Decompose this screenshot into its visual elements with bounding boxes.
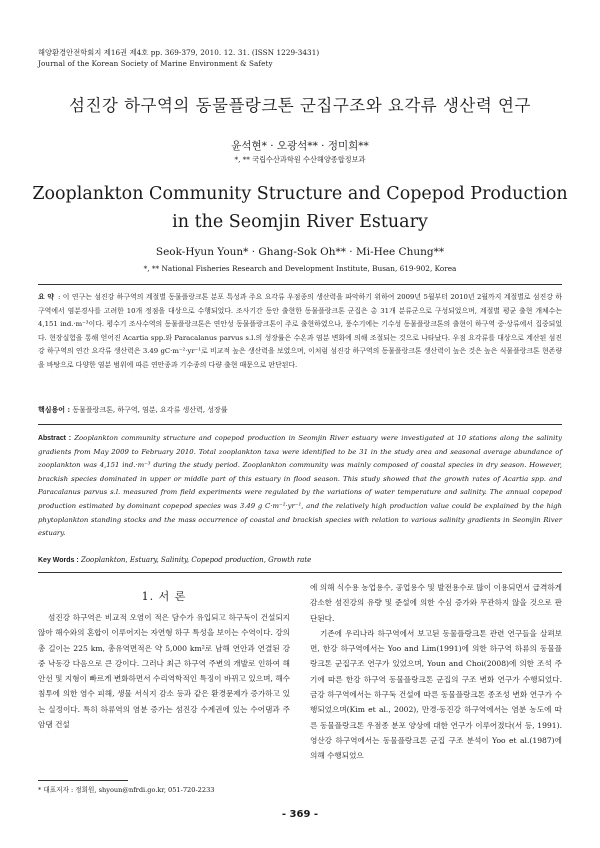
keywords-english [38,556,311,564]
abstract-korean: 요 약 : 이 연구는 섬진강 하구역의 계절별 동물플랑크톤 분포 특성과 주요 요각류 우점종의 생산력을 파악하기 위하여 2009년 5월부터 2010년 2월까지 계절별로 섬진강 하구역에서 염분경사를 고려한 10개 정점을 대상으로 수행되었다. 조사기간 동안 출현한 동물플랑크톤 군집은 총 31개 분류군으로 구성되었으며, 계절별 평균 출현 개체수는 4,151 ind.·m⁻³이다. 평수기 조사수역의 동물플랑크톤은 연안성 동물플랑크톤이 주로 출현하였으나, 풍수기에는 기수성 동물플랑크톤의 출현이 하구역 중·상류에서 집중되었다. 현장실험을 통해 얻어진 Acartia spp.와 Paracalanus parvus s.l.의 성장률은 수온과 염분 변화에 의해 조절되는 것으로 나타났다. 우점 요각류를 대상으로 계산된 섬진강 하구역의 연간 요각류 생산력은 3.49 gC·m⁻²·yr⁻¹로 비교적 높은 생산력을 보였으며, 이처럼 섬진강 하구역의 동물플랑크톤 생산력이 높은 것은 높은 식물플랑크톤 현존량을 바탕으로 다양한 염분 범위에 따른 연안종과 기수종의 다량 출현 때문으로 판단된다. [38,293,563,369]
title-english-line2: in the Seomjin River Estuary [172,212,428,232]
body-column-left [38,610,290,732]
corresponding-author-footnote: * 대표저자 : 정회원, shyoun@nfrdi.go.kr, 051-720-2233 [38,786,215,794]
keywords-korean [38,405,228,415]
title-english [0,180,600,236]
abstract-korean-text: 이 연구는 섬진강 하구역의 계절별 동물플랑크톤 분포 특성과 주요 요각류 우점종의 생산력을 파악하기 위하여 2009년 5월부터 2010년 2월까지 계절별로 섬진강 하구역에서 염분경사를 고려한 10개 정점을 대상으로 수행되었다. 조사기간 동안 출현한 동물플랑크톤 군집은 총 31개 분류군으로 구성되었으며, 계절별 평균 출현 개체수는 4,151 ind.·m⁻³이다. 평수기 조사수역의 동물플랑크톤은 연안성 동물플랑크톤이 주로 출현하였으나, 풍수기에는 기수성 동물플랑크톤의 출현이 하구역 중·상류에서 집중되었다. 현장실험을 통해 얻어진 Acartia spp.와 Paracalanus parvus s.l.의 성장률은 수온과 염분 변화에 의해 조절되는 것으로 나타났다. 우점 요각류를 대상으로 계산된 섬진강 하구역의 연간 요각류 생산력은 3.49 gC·m⁻²·yr⁻¹로 비교적 높은 생산력을 보였으며, 이처럼 섬진강 하구역의 동물플랑크톤 생산력이 높은 것은 높은 식물플랑크톤 현존량을 바탕으로 다양한 염분 범위에 따른 연안종과 기수종의 다량 출현 때문으로 판단된다. [38,293,563,369]
page-number: - 369 - [281,809,319,820]
footnote-divider [38,780,128,781]
intro-paragraph-1: 섬진강 하구역은 비교적 오염이 적은 담수가 유입되고 하구둑이 건설되지 않아 해수와의 혼합이 이루어지는 자연형 하구 특성을 보이는 수역이다. 강의 총 길이는 225 km, 총유역면적은 약 5,000 km²로 남해 연안과 연결된 강 중 낙동강 다음으로 큰 강이다. 그러나 최근 하구역 주변의 개발로 인하여 해안선 및 지형이 빠르게 변화하면서 수리역학적인 특징이 바뀌고 있으며, 해수 침투에 의한 염수 피해, 생물 서식지 감소 등과 같은 환경문제가 증가하고 있는 실정이다. 특히 하류역의 염분 증가는 섬진강 수계권에 있는 수어댐과 주암댐 건설 [38,613,290,730]
journal-header-en: Journal of the Korean Society of Marine Environment & Safety [38,59,273,68]
authors-korean: 윤석현* · 오광석** · 정미희** [231,140,369,152]
journal-header-ko: 해양환경안전학회지 제16권 제4호 pp. 369-379, 2010. 12. 31. (ISSN 1229-3431) [38,48,320,57]
abstract-english-text: Zooplankton community structure and copepod production in Seomjin River estuary were investigated at 10 stations along the salinity gradients from May 2009 to February 2010. Total zooplankton taxa were identified to be 31 in the study area and seasonal average abundance of zooplankton was 4,151 ind.·m⁻³ during the study period. Zooplankton community was mainly composed of coastal species in dry season. However, brackish species dominated in upper or middle part of this estuary in flood season. This study showed that the growth rates of Acartia spp. and Paracalanus parvus s.l. measured from field experiments were regulated by the variations of water temperature and salinity. The annual copepod production estimated by dominant copepod species was 3.49 g C·m⁻²·yr⁻¹, and the relatively high production value could be explained by the high phytoplankton standing stocks and the mass occurrence of coastal and brackish species with relation to various salinity gradients in Seomjin River estuary. [38,434,562,538]
keywords-english-label: Key Words : [38,557,79,564]
abstract-english [38,432,562,541]
intro-paragraph-continued: 에 의해 식수용 농업용수, 공업용수 및 발전용수로 많이 이용되면서 급격하게 감소한 섬진강의 유량 및 준설에 의한 수심 증가와 무관하지 않을 것으로 판단된다. [310,583,562,623]
affiliation-korean: *, ** 국립수산과학원 수산해양종합정보과 [234,155,366,164]
divider-top [38,284,562,285]
keywords-korean-label: 핵심용어 : [38,405,71,414]
body-column-right [310,580,562,764]
divider-bottom [38,572,562,573]
abstract-korean-label: 요 약 [38,293,54,301]
keywords-korean-text: 동물플랑크톤, 하구역, 염분, 요각류 생산력, 성장률 [72,406,228,414]
section-heading-introduction: 1. 서 론 [141,590,187,603]
authors-english: Seok-Hyun Youn* · Ghang-Sok Oh** · Mi-Hee Chung** [155,246,445,258]
divider-middle [38,424,562,425]
affiliation-english: *, ** National Fisheries Research and Development Institute, Busan, 619-902, Korea [143,264,457,273]
title-korean: 섬진강 하구역의 동물플랑크톤 군집구조와 요각류 생산력 연구 [69,96,531,115]
abstract-english-label: Abstract : [38,435,72,442]
intro-paragraph-2: 기존에 우리나라 하구역에서 보고된 동물플랑크톤 관련 연구들을 살펴보면, 한강 하구역에서는 Yoo and Lim(1991)에 의한 하구역 하류의 동물플랑크톤 군집구조 연구가 있었으며, Youn and Choi(2008)에 의한 조석 주기에 따른 한강 하구역 동물플랑크톤 군집의 구조 변화 연구가 수행되었다. 금강 하구역에서는 하구둑 건설에 따른 동물플랑크톤 종조성 변화 연구가 수행되었으며(Kim et al., 2002), 만경·동진강 하구역에서는 염분 농도에 따른 동물플랑크톤 우점종 분포 양상에 대한 연구가 이루어졌다(서 등, 1991). 영산강 하구역에서는 동물플랑크톤 군집 구조 분석이 Yoo et al.(1987)에 의해 수행되었으 [310,628,562,761]
title-english-line1: Zooplankton Community Structure and Copepod Production [32,184,568,204]
keywords-english-text: Zooplankton, Estuary, Salinity, Copepod production, Growth rate [80,556,312,564]
